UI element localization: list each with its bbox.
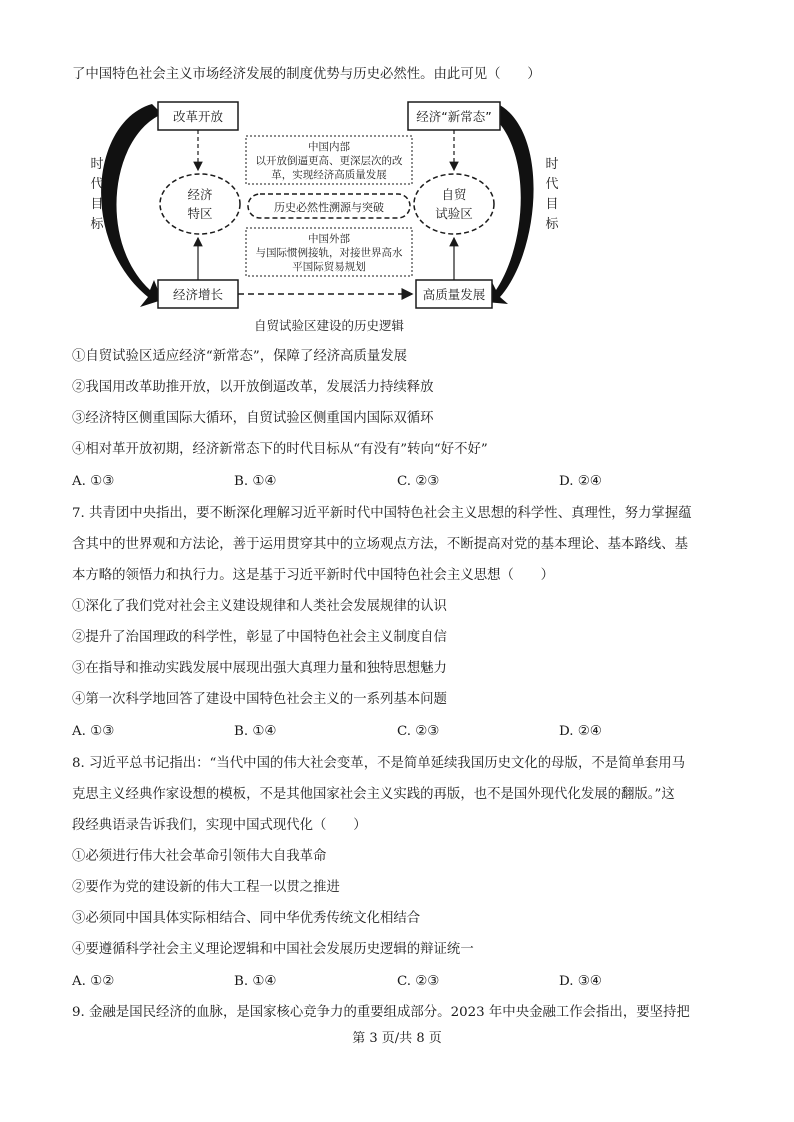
ellipse-ftz <box>414 174 494 234</box>
q8-stem-line3: 段经典语录告诉我们，实现中国式现代化（ ） <box>72 818 367 833</box>
q7-stem-line3: 本方略的领悟力和执行力。这是基于习近平新时代中国特色社会主义思想（ ） <box>72 568 555 583</box>
ftz-history-diagram <box>70 92 559 342</box>
q7-option-c[interactable]: C. ②③ <box>397 724 440 739</box>
q7-statement-4: ④第一次科学地回答了建设中国特色社会主义的一系列基本问题 <box>72 692 447 707</box>
q7-option-b[interactable]: B. ①④ <box>234 724 277 739</box>
q7-option-a[interactable]: A. ①③ <box>72 724 115 739</box>
left-curved-arrow <box>101 104 162 307</box>
q6-option-a[interactable]: A. ①③ <box>72 474 115 489</box>
q8-option-d[interactable]: D. ③④ <box>559 974 602 989</box>
q7-statement-3: ③在指导和推动实践发展中展现出强大真理力量和独特思想魅力 <box>72 661 447 676</box>
middle-text: 历史必然性溯源与突破 <box>274 201 384 214</box>
q6-statement-3: ③经济特区侧重国际大循环，自贸试验区侧重国内国际双循环 <box>72 411 434 426</box>
svg-text:时: 时 <box>90 157 104 172</box>
q7-option-d[interactable]: D. ②④ <box>559 724 602 739</box>
q6-option-c[interactable]: C. ②③ <box>397 474 440 489</box>
box-growth-text: 经济增长 <box>172 287 224 302</box>
q7-stem-line2: 含其中的世界观和方法论，善于运用贯穿其中的立场观点方法，不断提高对党的基本理论、基本路线、基 <box>72 537 688 552</box>
box-quality-text: 高质量发展 <box>422 287 486 302</box>
q6-statement-1: ①自贸试验区适应经济“新常态”，保障了经济高质量发展 <box>72 349 408 364</box>
q6-option-b[interactable]: B. ①④ <box>234 474 277 489</box>
q8-option-c[interactable]: C. ②③ <box>397 974 440 989</box>
internal-line1: 以开放倒逼更高、更深层次的改 <box>255 155 403 167</box>
svg-text:代: 代 <box>90 177 104 192</box>
q6-statement-2: ②我国用改革助推开放，以开放倒逼改革，发展活力持续释放 <box>72 380 434 395</box>
external-line2: 平国际贸易规划 <box>292 261 366 273</box>
svg-text:目: 目 <box>90 197 104 212</box>
box-new-normal-text: 经济“新常态” <box>416 109 492 124</box>
q8-option-a[interactable]: A. ①② <box>72 974 115 989</box>
ellipse-sez-line1: 经济 <box>187 187 213 202</box>
q7-stem-line1: 7. 共青团中央指出，要不断深化理解习近平新时代中国特色社会主义思想的科学性、真理性，努力掌握蕴 <box>72 506 692 521</box>
external-title: 中国外部 <box>308 233 350 245</box>
diagram-caption: 自贸试验区建设的历史逻辑 <box>253 318 405 333</box>
internal-title: 中国内部 <box>308 141 350 153</box>
internal-line2: 革，实现经济高质量发展 <box>271 169 387 181</box>
q9-stem-line1: 9. 金融是国民经济的血脉，是国家核心竞争力的重要组成部分。2023 年中央金融工作会指出，要坚持把 <box>72 1005 690 1020</box>
q8-stem-line2: 克思主义经典作家设想的模板，不是其他国家社会主义实践的再版，也不是国外现代化发展的翻版。”这 <box>72 787 675 802</box>
q8-statement-4: ④要遵循科学社会主义理论逻辑和中国社会发展历史逻辑的辩证统一 <box>72 942 474 957</box>
ellipse-ftz-line2: 试验区 <box>435 206 473 221</box>
intro-line: 了中国特色社会主义市场经济发展的制度优势与历史必然性。由此可见（ ） <box>72 67 541 82</box>
ellipse-ftz-line1: 自贸 <box>441 187 467 202</box>
q8-stem-line1: 8. 习近平总书记指出：“当代中国的伟大社会变革，不是简单延续我国历史文化的母版，不是简单套用马 <box>72 756 686 771</box>
right-vertical-label <box>545 157 559 232</box>
svg-text:时: 时 <box>545 157 559 172</box>
q8-statement-3: ③必须同中国具体实际相结合、同中华优秀传统文化相结合 <box>72 911 421 926</box>
page-footer: 第 3 页/共 8 页 <box>352 1031 442 1046</box>
ellipse-sez <box>160 174 240 234</box>
q8-statement-1: ①必须进行伟大社会革命引领伟大自我革命 <box>72 849 327 864</box>
q6-option-d[interactable]: D. ②④ <box>559 474 602 489</box>
q8-statement-2: ②要作为党的建设新的伟大工程一以贯之推进 <box>72 880 340 895</box>
q8-option-b[interactable]: B. ①④ <box>234 974 277 989</box>
svg-text:代: 代 <box>545 177 559 192</box>
svg-text:标: 标 <box>90 217 104 232</box>
svg-text:标: 标 <box>545 217 559 232</box>
q7-statement-1: ①深化了我们党对社会主义建设规律和人类社会发展规律的认识 <box>72 599 447 614</box>
q7-statement-2: ②提升了治国理政的科学性，彰显了中国特色社会主义制度自信 <box>72 630 447 645</box>
ellipse-sez-line2: 特区 <box>187 206 213 221</box>
external-line1: 与国际惯例接轨，对接世界高水 <box>255 247 403 259</box>
q6-statement-4: ④相对革开放初期，经济新常态下的时代目标从“有没有”转向“好不好” <box>72 442 488 457</box>
box-reform-text: 改革开放 <box>172 109 224 124</box>
svg-text:目: 目 <box>545 197 559 212</box>
